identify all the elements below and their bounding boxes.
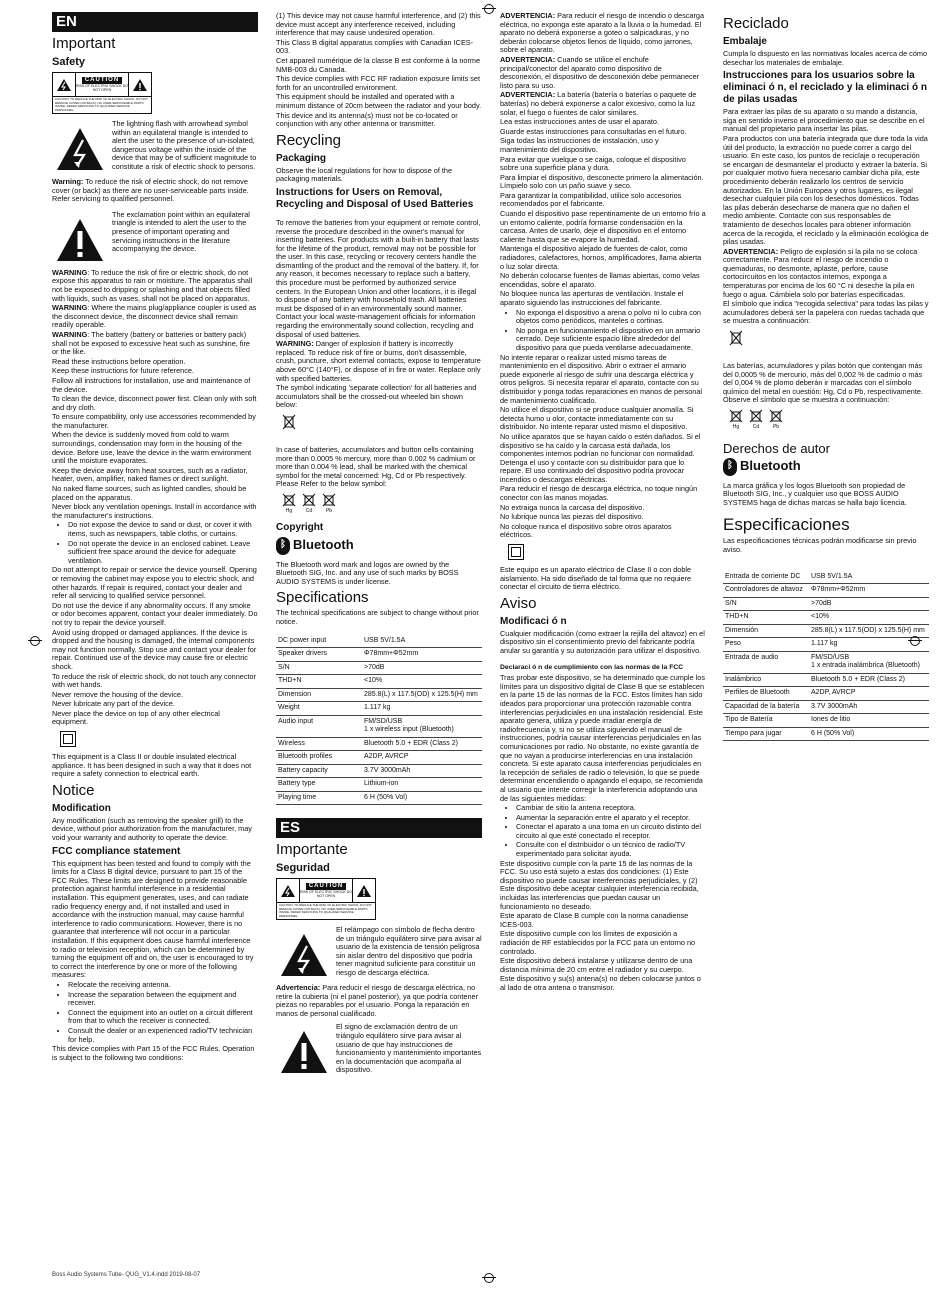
safety-instruction: Read these instructions before operation. xyxy=(52,356,186,366)
symbol-text: El símbolo que indica "recogida selectiva" para todas las pilas y acumuladores deberá ser la papelera con ruedas tachada que se muestra a continuación: xyxy=(723,299,929,326)
spec-value: <10% xyxy=(809,611,929,625)
spec-label: Speaker drivers xyxy=(276,648,362,662)
caution-subtext: RISK OF ELECTRIC SHOCK DO NOT OPEN xyxy=(76,84,128,92)
column-spanish-recycling xyxy=(723,12,929,892)
reciclado-heading: Reciclado xyxy=(723,15,789,32)
safety-instruction: Keep these instructions for future reference. xyxy=(52,366,194,376)
spec-row xyxy=(723,584,929,598)
spec-label: S/N xyxy=(276,661,362,675)
advertencia-paragraph: ADVERTENCIA: La batería (batería o baterías o paquete de baterías) no deberá exponerse a calor excesivo, como la luz solar, el fuego o fuentes de calor similares. xyxy=(500,90,697,117)
column-english-recycling xyxy=(276,12,482,1267)
safety-instruction: No utilice el dispositivo si se produce cualquier anomalía. Si detecta humo u olor, contacte inmediatamente con su distribuidor. No intente reparar usted mismo el dispositivo. xyxy=(500,405,694,432)
fcc-end-text: Este aparato de Clase B cumple con la norma canadiense ICES-003. xyxy=(500,911,689,929)
exclamation-symbol-text: The exclamation point within an equilateral triangle is intended to alert the user to the presence of important operating and servicing instructions in the literature accompanying the device. xyxy=(112,209,250,254)
seguridad-heading: Seguridad xyxy=(276,862,330,874)
spec-value: 285.8(L) x 117.5(OD) x 125.5(H) mm xyxy=(362,688,482,702)
warning-cover-paragraph xyxy=(52,178,258,204)
list-item: • No ponga en funcionamiento el dispositivo en un armario cerrado. Deje suficiente espacio libre alrededor del dispositivo para que pueda ventilarse adecuadamente. xyxy=(516,327,706,353)
warning-paragraph: WARNING: The battery (battery or batteries or battery pack) shall not be exposed to excessive heat such as sunshine, fire or the like. xyxy=(52,329,250,357)
modificacion-heading: Modificaci ó n xyxy=(500,615,567,627)
spec-row xyxy=(723,714,929,728)
fcc-end-text: Este dispositivo deberá instalarse y utilizarse dentro de una distancia mínima de 20 cm entre el radiador y su cuerpo. xyxy=(500,956,693,974)
spec-label: Playing time xyxy=(276,791,362,805)
packaging-heading: Packaging xyxy=(276,152,327,164)
spec-label: Tiempo para jugar xyxy=(723,727,809,741)
importante-heading: Importante xyxy=(276,841,348,858)
registration-mark-icon xyxy=(910,636,920,646)
bluetooth-icon: ᛒ xyxy=(723,458,737,476)
spec-row xyxy=(276,737,482,751)
compliance-text: This equipment should be installed and operated with a minimum distance of 20cm between the radiator and your body. xyxy=(276,92,482,110)
specifications-heading: Specifications xyxy=(276,589,369,607)
fcc-end-text: Este dispositivo cumple con los límites de exposición a radiación de RF establecidos por la FCC para un entorno no controlado. xyxy=(500,929,696,956)
crossed-bin-icon: Cd xyxy=(749,409,763,432)
crossed-bin-icon: Pb xyxy=(769,409,783,432)
safety-instruction: Keep the device away from heat sources, such as a radiator, heater, oven, amplifier, naked flames or direct sunlight. xyxy=(52,465,248,484)
spec-value: A2DP, AVRCP xyxy=(362,751,482,765)
safety-instruction: Siga todas las instrucciones de instalación, uso y mantenimiento del dispositivo. xyxy=(500,136,659,154)
spec-label: Entrada de corriente DC xyxy=(723,571,809,584)
safety-instruction: Para evitar que vuelque o se caiga, coloque el dispositivo sobre una superficie plana y dura. xyxy=(500,154,686,173)
bluetooth-logo: ᛒ Bluetooth xyxy=(276,537,482,555)
safety-instruction: No bloquee nunca las aperturas de ventilación. Instale el aparato siguiendo las instrucciones del fabricante. xyxy=(500,289,684,307)
spec-label: Tipo de Batería xyxy=(723,714,809,728)
exclamation-warning-icon xyxy=(129,73,151,96)
chemical-bin-symbols xyxy=(282,493,482,516)
lightning-symbol-text: El relámpago con símbolo de flecha dentro de un triángulo equilátero sirve para avisar al usuario de la existencia de tensión peligrosa sin aislar dentro del dispositivo que podría tener magnitud suficiente para constituir un riesgo de descarga eléctrica. xyxy=(336,925,482,977)
spec-value: Lithium-ion xyxy=(362,778,482,792)
safety-instruction: Avoid using dropped or damaged appliances. If the device is dropped and the housing is damaged, the internal components may not function normally. Stop use and contact your dealer for repair. Continued use of the device may cause fire or electric shock. xyxy=(52,627,257,671)
list-item: • Increase the separation between the equipment and receiver. xyxy=(68,991,258,1008)
copyright-heading: Copyright xyxy=(276,521,324,533)
specifications-table xyxy=(723,571,929,742)
safety-instruction: Para reducir el riesgo de descarga eléctrica, no toque ningún conector con las manos mojadas. xyxy=(500,484,698,503)
safety-instruction: To reduce the risk of electric shock, do not touch any connector with wet hands. xyxy=(52,671,257,690)
warning-label: Warning: xyxy=(52,177,84,186)
caution-label-box xyxy=(52,72,152,114)
caution-label-box xyxy=(276,878,376,920)
spec-label: Battery type xyxy=(276,778,362,792)
safety-instruction: When the device is suddenly moved from cold to warm surroundings, condensation may form in the housing of the device. Before use, leave the device in the warm environment until the moisture evaporates. xyxy=(52,430,252,466)
class-ii-text: This equipment is a Class II or double insulated electrical appliance. It has been designed in such a way that it does not require a safety connection to electrical earth. xyxy=(52,752,252,779)
registration-mark-icon xyxy=(484,4,494,14)
spec-label: Bluetooth profiles xyxy=(276,751,362,765)
fcc-text: This equipment has been tested and found to comply with the limits for a Class B digital device, pursuant to part 15 of the FCC Rules. These limits are designed to provide reasonable protection against harmful interference in a residential installation. This equipment generates, uses, and can radiate radio frequency energy and, if not installed and used in accordance with the instruction manual, may cause harmful interference to radio communications. However, there is no guarantee that interference will not occur in a particular installation. If this equipment does cause harmful interference to radio or television reception, which can be determined by turning the equipment off and on, the user is encouraged to try to correct the interference by one or more of the following measures: xyxy=(52,858,254,980)
compliance-text: This device complies with FCC RF radiation exposure limits set forth for an uncontrolled environment. xyxy=(276,74,480,92)
spec-value: Iones de litio xyxy=(809,714,929,728)
crossed-bin-icon xyxy=(729,330,743,346)
crossed-bin-icon: Hg xyxy=(729,409,743,432)
fcc-end-text: Este dispositivo y su(s) antena(s) no deben colocarse juntos o al lado de otra antena o transmisor. xyxy=(500,974,701,992)
battery-text: Para productos con una batería integrada que dure toda la vida útil del producto, la extracción no puede correr a cargo del usuario. En este caso, los puntos de reciclaje o recuperación se encargan de desmantelar el producto y extraer la batería. Si por cualquier motivo fuera necesario cambiar dicha pila, este procedimiento deberán realizarlo los centros de servicio autorizados. En la Unión Europea y otros lugares, es ilegal desechar cualquier pila con los desechos domésticos. Todas las pilas deberán desecharse de manera que no dañen el medio ambiente. Contacte con sus responsables de tratamiento de desechos locales para obtener información acerca de la recogida, el reciclado y la eliminación ecológica de pilas usadas. xyxy=(723,133,929,247)
spec-row xyxy=(723,727,929,741)
spec-label: Capacidad de la batería xyxy=(723,700,809,714)
spec-label: Controladores de altavoz xyxy=(723,584,809,598)
fcc-heading: FCC compliance statement xyxy=(52,845,181,857)
print-footer: Boss Audio Systems Tube- QUG_V1.4.indd 2019-08-07 xyxy=(52,1272,201,1278)
spec-row xyxy=(723,597,929,611)
lightning-symbol-text: The lightning flash with arrowhead symbol within an equilateral triangle is intended to alert the user to the presence of un-isolated, dangerous voltage within the inside of the device that may be of sufficient magnitude to constitute a risk of electric shock to persons. xyxy=(112,119,257,171)
caution-bottom-text: CAUTION: TO REDUCE THE RISK OF ELECTRIC SHOCK, DO NOT REMOVE COVER (OR BACK). NO USER-SERVICEABLE PARTS INSIDE. REFER SERVICING TO QUALIFIED SERVICE PERSONNEL. xyxy=(277,902,375,919)
spec-label: Inalámbrico xyxy=(723,673,809,687)
spec-row xyxy=(723,638,929,652)
class-ii-icon xyxy=(60,731,76,747)
especificaciones-heading: Especificaciones xyxy=(723,515,850,535)
warning-paragraph: WARNING: To reduce the risk of fire or electric shock, do not expose this apparatus to rain or moisture. The apparatus shall not be exposed to dripping or splashing and that objects filled with liquids, such as vases, shall not be placed on apparatus. xyxy=(52,267,253,303)
safety-instruction: Never lubricate any part of the device. xyxy=(52,699,175,709)
battery-instructions-heading: Instrucciones para los usuarios sobre la eliminaci ó n, el reciclado y la eliminaci ó n de pilas usadas xyxy=(723,70,927,106)
spec-value: >70dB xyxy=(362,661,482,675)
battery-text: To remove the batteries from your equipment or remote control, reverse the procedure described in the owner's manual for inserting batteries. For products with a built-in battery that lasts for the lifetime of the product, removal may not be possible for the user. In this case, recycling or recovery centers handle the dismantling of the product and the removal of the battery. If, for any reason, it becomes necessary to replace such a battery, this procedure must be performed by authorized service centers. In the European Union and other locations, it is illegal to dispose of any battery with household trash. All batteries must be disposed of in an environmentally sound manner. Contact your local waste-management officials for information regarding the environmentally sound collection, recycling and disposal of used batteries. xyxy=(276,217,481,339)
spec-value: >70dB xyxy=(809,597,929,611)
list-item: • No exponga el dispositivo a arena o polvo ni lo cubra con objetos como periódicos, manteles o cortinas. xyxy=(516,309,706,326)
crossed-bin-icon: Cd xyxy=(302,493,316,516)
fcc-text: Tras probar este dispositivo, se ha determinado que cumple los límites para un dispositivo digital de Clase B que se establecen en la parte 15 de las normas de la FCC. Estos límites han sido ideados para proporcionar una protección razonable contra interferencias perjudiciales en una instalación residencial. Este aparato genera, utiliza y puede irradiar energía de radiofrecuencia y, si no se utiliza siguiendo el manual de instrucciones, podría causar interferencias perjudiciales en las comunicaciones por radio. No obstante, no existe garantía de que no vayan a producirse interferencias en una instalación concreta. Si este aparato causa interferencias perjudiciales en la recepción de señales de radio o televisión, lo que se puede determinar encendiendo o apagando el equipo, se recomienda al usuario que intente corregir la interferencia adoptando una de las siguientes medidas: xyxy=(500,673,705,803)
lightning-warning-icon xyxy=(277,879,299,902)
battery-text: Para extraer las pilas de su aparato o su mando a distancia, siga en sentido inverso el procedimiento que se describe en el manual del propietario para insertar las pilas. xyxy=(723,107,925,134)
fcc-bullets xyxy=(500,804,706,859)
compliance-text: This Class B digital apparatus complies with Canadian ICES-003. xyxy=(276,37,474,56)
safety-instruction: Follow all instructions for installation, use and maintenance of the device. xyxy=(52,375,251,394)
spec-row xyxy=(723,651,929,673)
spec-note: Las especificaciones técnicas podrán modificarse sin previo aviso. xyxy=(723,536,917,554)
safety-instruction: No deberán colocarse fuentes de llamas abiertas, como velas encendidas, sobre el aparato. xyxy=(500,271,700,289)
spec-row xyxy=(723,611,929,625)
fcc-end-text: Este dispositivo cumple con la parte 15 de las normas de la FCC. Su uso está sujeto a estas dos condiciones: (1) Este dispositivo no puede causar interferencias perjudiciales, y (2) Este dispositivo debe aceptar cualquier interferencia recibida, incluidas las interferencias que puedan causar un funcionamiento no deseado. xyxy=(500,858,699,911)
language-badge-en: EN xyxy=(52,12,258,32)
spec-value: <10% xyxy=(362,675,482,689)
warning-paragraph: WARNING: Where the mains plug/appliance coupler is used as the disconnect device, the disconnect device shall remain readily operable. xyxy=(52,303,257,330)
spec-row xyxy=(723,571,929,584)
spec-row xyxy=(276,764,482,778)
chemical-bin-symbols xyxy=(729,409,929,432)
safety-instruction: Para garantizar la compatibilidad, utilice solo accesorios recomendados por el fabricante. xyxy=(500,190,682,209)
exclamation-triangle-icon xyxy=(276,1023,332,1081)
list-item: • Conectar el aparato a una toma en un circuito distinto del circuito al que esté conectado el receptor. xyxy=(516,823,706,840)
advertencia-paragraph: ADVERTENCIA: Cuando se utilice el enchufe principal/conector del aparato como dispositivo de desconexión, el dispositivo de desconexión debe permanecer listo para su uso. xyxy=(500,54,700,90)
list-item: • Do not expose the device to sand or dust, or cover it with items, such as newspapers, table cloths, or curtains. xyxy=(68,521,258,538)
spec-value: USB 5V/1.5A xyxy=(809,571,929,584)
safety-instruction: No naked flame sources, such as lighted candles, should be placed on the apparatus. xyxy=(52,484,247,502)
crossed-bin-icon: Hg xyxy=(282,493,296,516)
column-spanish-safety xyxy=(500,12,706,1267)
spec-label: Audio input xyxy=(276,715,362,737)
spec-row xyxy=(276,751,482,765)
spec-row xyxy=(723,687,929,701)
spec-label: S/N xyxy=(723,597,809,611)
bluetooth-text: The Bluetooth word mark and logos are owned by the Bluetooth SIG, Inc. and any use of such marks by BOSS AUDIO SYSTEMS is under license. xyxy=(276,559,459,586)
caution-label: CAUTION xyxy=(82,77,122,84)
advertencia-paragraph: ADVERTENCIA: Para reducir el riesgo de incendio o descarga eléctrica, no exponga este aparato a la lluvia o la humedad. El aparato no deberá exponerse a goteo o salpicaduras, y no deberán colocarse objetos llenos de líquido, como jarrones, sobre el aparato. xyxy=(500,12,705,55)
spec-label: Battery capacity xyxy=(276,764,362,778)
caution-bottom-text: CAUTION: TO REDUCE THE RISK OF ELECTRIC SHOCK, DO NOT REMOVE COVER (OR BACK). NO USER-SERVICEABLE PARTS INSIDE. REFER SERVICING TO QUALIFIED SERVICE PERSONNEL. xyxy=(53,96,151,113)
embalaje-text: Cumpla lo dispuesto en las normativas locales acerca de cómo desechar los materiales de embalaje. xyxy=(723,49,928,67)
spec-row xyxy=(276,675,482,689)
crossed-bin-icon xyxy=(282,414,296,430)
spec-label: Perfiles de Bluetooth xyxy=(723,687,809,701)
caution-subtext: RISK OF ELECTRIC SHOCK DO NOT OPEN xyxy=(300,890,352,898)
safety-instruction: Para limpiar el dispositivo, desconecte primero la alimentación. Límpielo solo con un paño suave y seco. xyxy=(500,172,704,191)
spec-value: Φ78mm+Φ52mm xyxy=(809,584,929,598)
list-item: • Aumentar la separación entre el aparato y el receptor. xyxy=(516,814,706,823)
spec-note: The technical specifications are subject to change without prior notice. xyxy=(276,608,479,626)
fcc-bullets xyxy=(52,981,258,1044)
column-english-safety xyxy=(52,12,258,1267)
safety-instruction: Guarde estas instrucciones para consultarlas en el futuro. xyxy=(500,126,687,136)
list-item: • Do not operate the device in an enclosed cabinet. Leave sufficient free space around the device for adequate ventilation. xyxy=(68,540,258,566)
battery-instructions-heading: Instructions for Users on Removal, Recycling and Disposal of Used Batteries xyxy=(276,186,474,210)
spec-value: 3.7V 3000mAh xyxy=(362,764,482,778)
compliance-text: This device and its antenna(s) must not be co-located or conjunction with any other antenna or transmitter. xyxy=(276,110,458,129)
safety-instruction: No utilice aparatos que se hayan caído o estén dañados. Si el dispositivo se ha caído y la carcasa está dañada, los componentes internos podrían no funcionar con normalidad. Detenga el uso y contacte con su distribuidor para que lo repare. El uso continuado del dispositivo podría provocar incendios o descargas eléctricas. xyxy=(500,431,701,484)
class-ii-text: Este equipo es un aparato eléctrico de Clase II o con doble aislamiento. Ha sido diseñado de tal forma que no requiere conectar el circuito de tierra eléctrico. xyxy=(500,565,692,592)
wheelie-bin-symbol xyxy=(282,414,482,430)
spec-row xyxy=(276,715,482,737)
ventilation-bullets xyxy=(500,309,706,353)
spec-row xyxy=(723,624,929,638)
list-item: • Relocate the receiving antenna. xyxy=(68,981,258,990)
exclamation-warning-icon xyxy=(353,879,375,902)
important-heading: Important xyxy=(52,35,116,52)
safety-instruction: No intente reparar o realizar usted mismo tareas de mantenimiento en el dispositivo. Abrir o extraer el armario puede exponerle al riesgo de sufrir una descarga eléctrica y otros peligros. Si necesita reparar el aparato, contacte con su distribuidor y ponga todas reparaciones en manos de personal de mantenimiento cualificado. xyxy=(500,352,703,405)
spec-value: Φ78mm+Φ52mm xyxy=(362,648,482,662)
safety-instruction: Never place the device on top of any other electrical equipment. xyxy=(52,708,220,727)
bluetooth-text: La marca gráfica y los logos Bluetooth son propiedad de Bluetooth SIG, Inc., y cualquier uso que BOSS AUDIO SYSTEMS haga de dichas marcas se halla bajo licencia. xyxy=(723,480,907,507)
spec-value: Bluetooth 5.0 + EDR (Class 2) xyxy=(809,673,929,687)
ventilation-bullets xyxy=(52,521,258,565)
language-badge-es: ES xyxy=(276,818,482,838)
safety-instruction: No extraiga nunca la carcasa del dispositivo. xyxy=(500,502,645,512)
spec-label: Dimension xyxy=(276,688,362,702)
safety-heading: Safety xyxy=(52,56,86,68)
specifications-table xyxy=(276,635,482,806)
exclamation-triangle-icon xyxy=(52,211,108,269)
lightning-warning-icon xyxy=(53,73,75,96)
wheelie-bin-symbol xyxy=(729,330,929,346)
safety-instruction: Cuando el dispositivo pase repentinamente de un entorno frío a un entorno caliente, podría formarse condensación en la carcasa. Antes de usarlo, deje el dispositivo en el entorno caliente hasta que se evapore la humedad. xyxy=(500,209,706,244)
registration-mark-icon xyxy=(484,1273,494,1283)
spec-value: 1.117 kg xyxy=(362,702,482,716)
fcc-declaration-heading: Declaraci ó n de cumplimiento con las normas de la FCC xyxy=(500,663,684,671)
modification-heading: Modification xyxy=(52,802,111,814)
list-item: • Consulte con el distribuidor o un técnico de radio/TV experimentado para solicitar ayuda. xyxy=(516,841,706,858)
spec-label: Weight xyxy=(276,702,362,716)
spec-value: USB 5V/1.5A xyxy=(362,635,482,648)
safety-instruction: Mantenga el dispositivo alejado de fuentes de calor, como radiadores, calefactores, hornos, amplificadores, llama abierta o luz solar directa. xyxy=(500,244,702,271)
spec-value: 1.117 kg xyxy=(809,638,929,652)
lightning-triangle-icon xyxy=(52,120,108,178)
spec-value: 3.7V 3000mAh xyxy=(809,700,929,714)
warning-cover-text: To reduce the risk of electric shock, do not remove cover (or back) as there are no user-serviceable parts inside. Refer servicing to qualified personnel. xyxy=(52,177,249,204)
notice-heading: Notice xyxy=(52,781,95,799)
crossed-bin-icon: Pb xyxy=(322,493,336,516)
safety-instruction: No coloque nunca el dispositivo sobre otros aparatos eléctricos. xyxy=(500,521,672,540)
spec-row xyxy=(276,635,482,648)
spec-row xyxy=(276,661,482,675)
spec-value: FM/SD/USB 1 x wireless input (Bluetooth) xyxy=(362,715,482,737)
list-item: • Consult the dealer or an experienced radio/TV technician for help. xyxy=(68,1027,258,1044)
compliance-text: Cet appareil numérique de la classe B est conforme à la norme NMB-003 du Canada. xyxy=(276,55,481,74)
safety-instruction: Lea estas instrucciones antes de usar el aparato. xyxy=(500,117,660,127)
embalaje-heading: Embalaje xyxy=(723,36,767,47)
spec-row xyxy=(276,791,482,805)
safety-instruction: Do not attempt to repair or service the device yourself. Opening or removing the cabinet may expose you to electric shock, and other hazards. If repair is required, contact your dealer and refer all servicing to qualified service personnel. xyxy=(52,565,257,601)
spec-row xyxy=(276,648,482,662)
lightning-triangle-icon xyxy=(276,926,332,984)
bluetooth-icon: ᛒ xyxy=(276,537,290,555)
list-item: • Cambiar de sitio la antena receptora. xyxy=(516,804,706,813)
list-item: • Connect the equipment into an outlet on a circuit different from that to which the receiver is connected. xyxy=(68,1009,258,1026)
spec-value: 6 H (50% Vol) xyxy=(362,791,482,805)
bluetooth-logo: ᛒ Bluetooth xyxy=(723,458,929,476)
battery-warning: WARNING: Danger of explosion if battery is incorrectly replaced. To reduce risk of fire or burns, don't disassemble, crush, puncture, short external contacts, expose to temperature above 60°C (140°F), or dispose of in fire or water. Replace only with specified batteries. xyxy=(276,339,481,383)
modification-text: Any modification (such as removing the speaker grill) to the device, without prior authorization from the manufacturer, may void your warranty and authority to operate the device. xyxy=(52,815,252,843)
spec-value: 6 H (50% Vol) xyxy=(809,727,929,741)
spec-row xyxy=(276,702,482,716)
compliance-text: (1) This device may not cause harmful interference, and (2) this device must accept any interference received, including interference that may cause undesired operation. xyxy=(276,12,481,38)
safety-instruction: To clean the device, disconnect power first. Clean only with soft and dry cloth. xyxy=(52,394,257,412)
battery-warning: ADVERTENCIA: Peligro de explosión si la pila no se coloca correctamente. Para reducir el riesgo de incendio o quemaduras, no desmonte, aplaste, perfore, cause cortocircuitos en los contactos internos, exponga a temperaturas por encima de los 60 °C ni deseche la pila en fuego o agua. Cámbiela solo por baterías especificadas. xyxy=(723,246,918,299)
spec-value: 285.8(L) x 117.5(OD) x 125.5(H) mm xyxy=(809,624,929,638)
class-ii-icon xyxy=(508,544,524,560)
spec-value: Bluetooth 5.0 + EDR (Class 2) xyxy=(362,737,482,751)
aviso-heading: Aviso xyxy=(500,594,537,612)
symbol-text: The symbol indicating 'separate collection' for all batteries and accumulators shall be the crossed-out wheeled bin shown below: xyxy=(276,383,477,410)
spec-label: DC power input xyxy=(276,635,362,648)
spec-label: Wireless xyxy=(276,737,362,751)
heavy-metal-text: In case of batteries, accumulators and button cells containing more than 0.0005 % mercury, more than 0.002 % cadmium or more than 0.004 % lead, shall be marked with the chemical symbol for the metal concerned: Hg, Cd or Pb respectively. Please Refer to the below symbol: xyxy=(276,444,476,489)
spec-row xyxy=(723,673,929,687)
safety-instruction: To ensure compatibility, only use accessories recommended by the manufacturer. xyxy=(52,412,256,430)
spec-label: Entrada de audio xyxy=(723,651,809,673)
spec-value: FM/SD/USB 1 x entrada inalámbrica (Bluetooth) xyxy=(809,651,929,673)
spec-row xyxy=(276,778,482,792)
spec-row xyxy=(723,700,929,714)
derechos-heading: Derechos de autor xyxy=(723,440,830,456)
spec-label: THD+N xyxy=(723,611,809,625)
spec-label: Dimensión xyxy=(723,624,809,638)
safety-instruction: Never block any ventilation openings. Install in accordance with the manufacturer's instructions. xyxy=(52,502,257,520)
spec-label: Peso xyxy=(723,638,809,652)
spec-value: A2DP, AVRCP xyxy=(809,687,929,701)
modificacion-text: Cualquier modificación (como extraer la rejilla del altavoz) en el dispositivo sin el consentimiento previo del fabricante podría anular su garantía y su autorización para utilizar el dispositivo. xyxy=(500,628,705,655)
heavy-metal-text: Las baterías, acumuladores y pilas botón que contengan más del 0,0005 % de mercurio, más del 0,002 % de cadmio o más del 0,004 % de plomo deberán ir marcadas con el símbolo químico del metal en cuestión: Hg, Cd o Pb, respectivamente. Observe el símbolo que se muestra a continuación: xyxy=(723,361,923,405)
packaging-text: Observe the local regulations for how to dispose of the packaging materials. xyxy=(276,165,453,184)
registration-mark-icon xyxy=(30,636,40,646)
advertencia-paragraph: Advertencia: Para reducir el riesgo de descarga eléctrica, no retire la cubierta (ni el panel posterior), ya que podría contener piezas no reparables por el usuario. Ponga la reparación en manos de personal cualificado. xyxy=(276,983,478,1018)
safety-instruction: Do not use the device if any abnormality occurs. If any smoke or odor becomes apparent, contact your dealer immediately. Do not try to repair the device yourself. xyxy=(52,600,258,627)
fcc-end-text: This device complies with Part 15 of the FCC Rules. Operation is subject to the following two conditions: xyxy=(52,1044,255,1062)
caution-label: CAUTION xyxy=(306,883,346,890)
exclamation-symbol-text: El signo de exclamación dentro de un triángulo equilátero sirve para avisar al usuario de que hay instrucciones de funcionamiento y mantenimiento importantes en la documentación que acompaña al dispositivo. xyxy=(336,1022,482,1075)
safety-instruction: No lubrique nunca las piezas del dispositivo. xyxy=(500,512,644,522)
spec-row xyxy=(276,688,482,702)
spec-label: THD+N xyxy=(276,675,362,689)
recycling-heading: Recycling xyxy=(276,131,342,149)
safety-instruction: Never remove the housing of the device. xyxy=(52,689,184,699)
